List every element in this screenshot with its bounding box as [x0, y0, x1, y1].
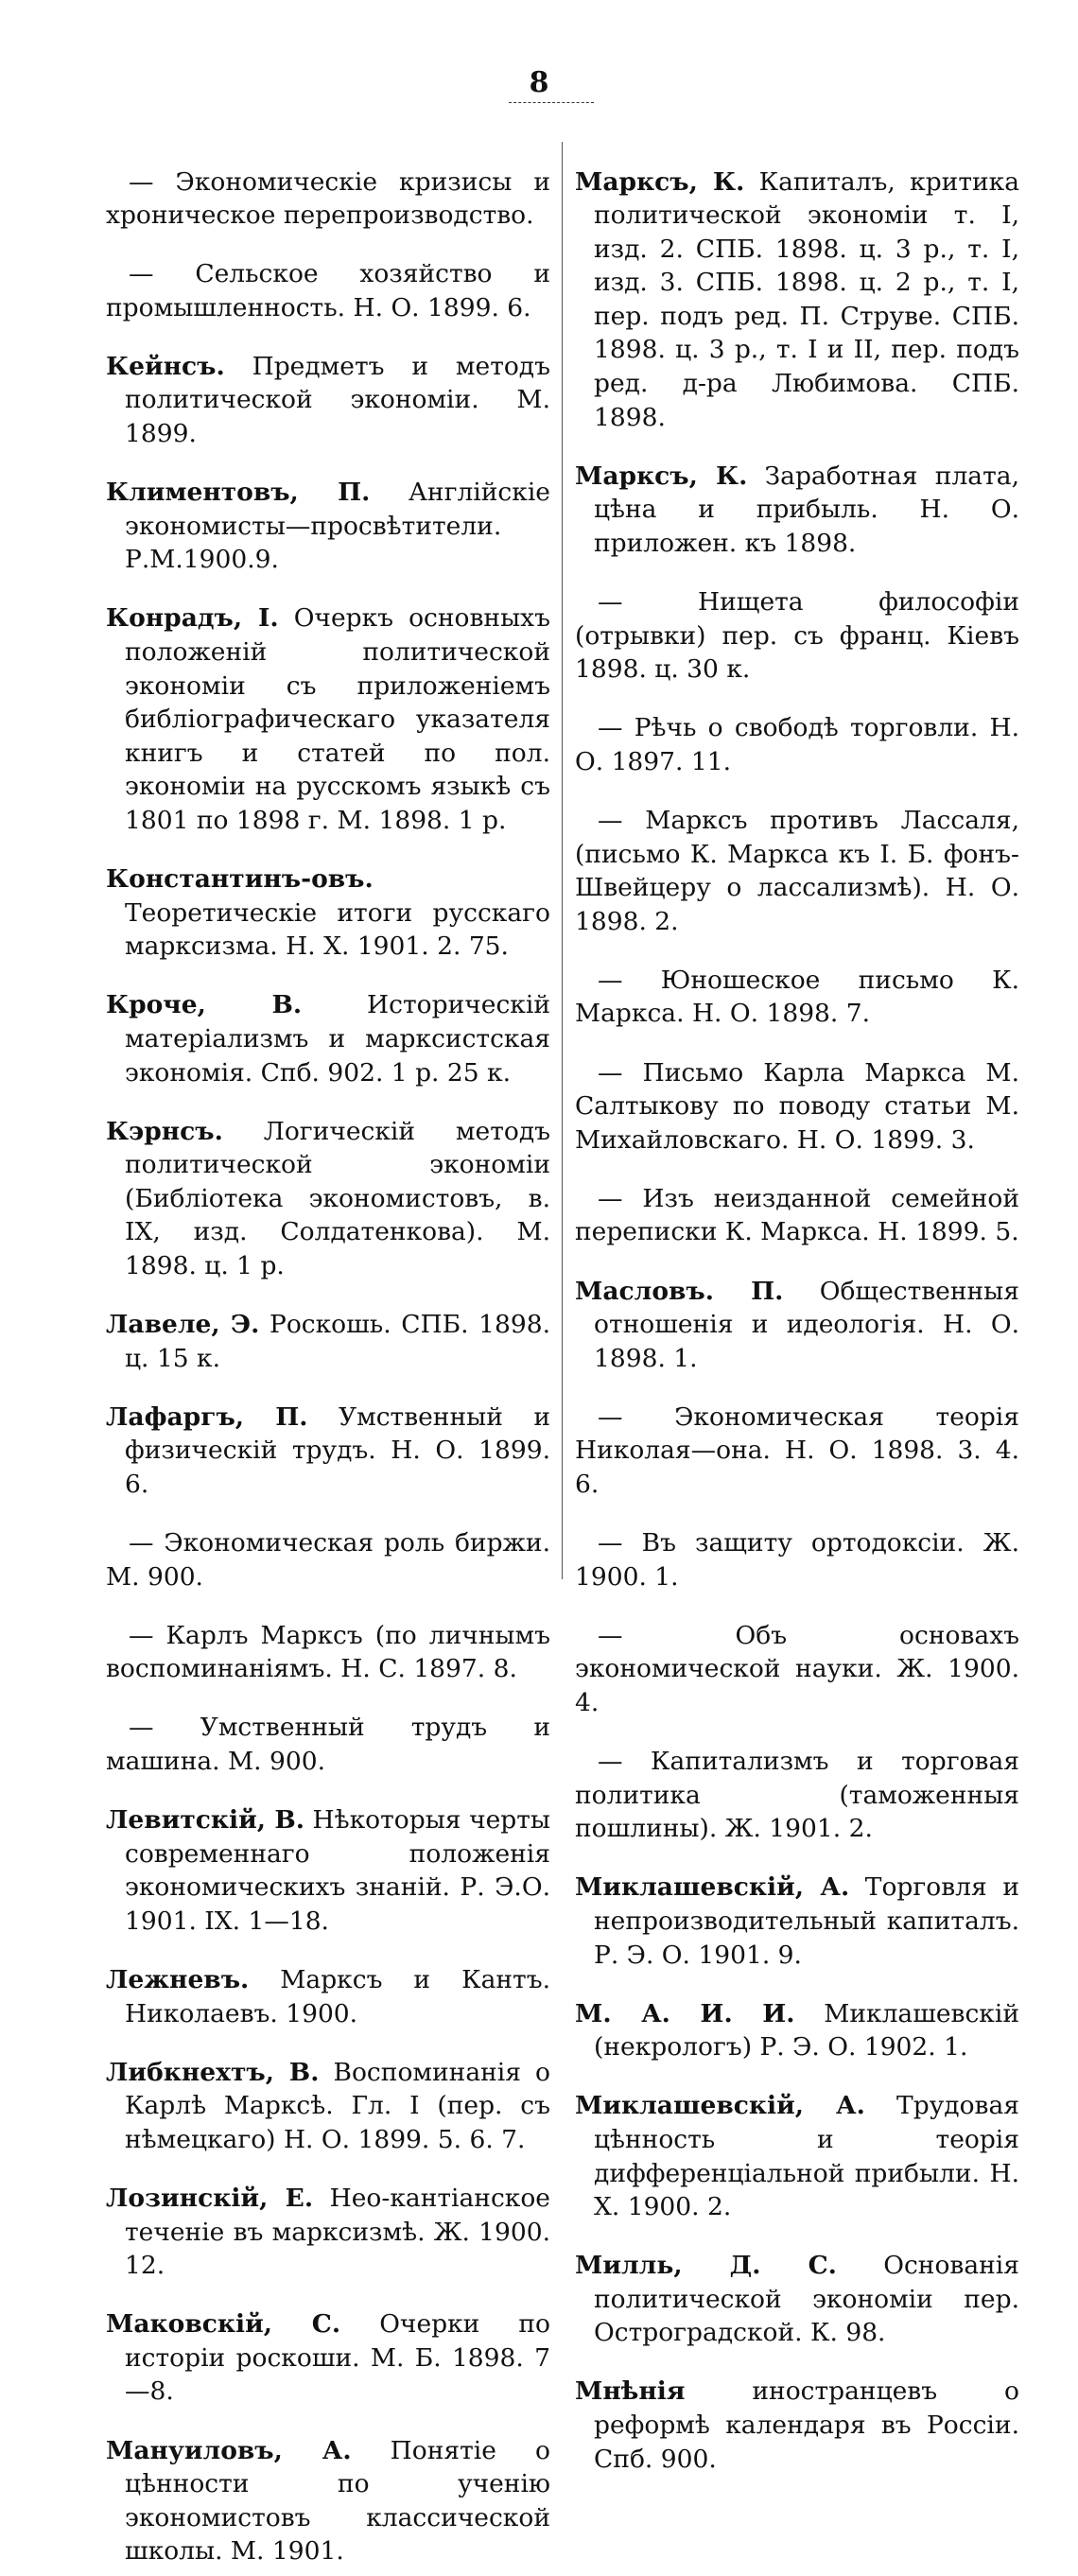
entry-author: Кейнсъ. — [106, 351, 225, 381]
bibliography-entry — [575, 1997, 1019, 2064]
entry-text: — Нищета философiи (отрывки) пер. съ франц. Кiевъ 1898. ц. 30 к. — [575, 587, 1019, 685]
entry-text: Англiйскiе экономисты—просвѣтители. Р.М.1900.9. — [125, 478, 550, 575]
bibliography-entry — [106, 1963, 550, 2030]
entry-text: — Карлъ Марксъ (по личнымъ воспоминанiямъ. Н. С. 1897. 8. — [106, 1620, 550, 1684]
entry-text: Понятiе о цѣнности по ученiю экономистовъ классической школы. М. 1901. — [125, 2435, 550, 2567]
entry-text: Миклашевскiй (некрологъ) Р. Э. О. 1902. 1. — [594, 1998, 1020, 2063]
entry-text: Теоретическiе итоги русскаго марксизма. Н. Х. 1901. 2. 75. — [125, 897, 550, 962]
entry-author: Левитскiй, В. — [106, 1805, 304, 1836]
entry-author: Марксъ, К. — [575, 166, 745, 197]
entry-text: Трудовая цѣнность и теорiя дифференцiальной прибыли. Н. Х. 1900. 2. — [594, 2091, 1019, 2222]
entry-text: Торговля и непроизводительный капиталъ. Р. Э. О. 1901. 9. — [594, 1872, 1019, 1970]
entry-author: Марксъ, К. — [575, 461, 748, 491]
entry-author: Лафаргъ, П. — [106, 1401, 308, 1432]
bibliography-entry — [106, 1711, 550, 1778]
bibliography-entry — [106, 2434, 550, 2568]
entry-text: — Въ защиту ортодоксiи. Ж. 1900. 1. — [575, 1528, 1019, 1592]
entry-text: Историческiй матерiализмъ и марксистская экономiя. Спб. 902. 1 р. 25 к. — [125, 990, 550, 1088]
bibliography-entry — [106, 1526, 550, 1593]
column-divider — [562, 142, 563, 1579]
header-rule — [509, 102, 594, 103]
entry-text: Умственный и физическiй трудъ. Н. О. 1899. 6. — [125, 1401, 550, 1499]
left-column — [106, 140, 550, 2576]
bibliography-entry — [575, 711, 1019, 778]
bibliography-entry — [575, 1056, 1019, 1157]
entry-text: — Юношеское письмо К. Маркса. Н. О. 1898. 7. — [575, 965, 1019, 1029]
entry-author: Конрадъ, I. — [106, 603, 279, 634]
page-number: 8 — [529, 66, 549, 99]
entry-author: Лежневъ. — [106, 1965, 250, 1995]
entry-text: Предметъ и методъ политической экономiи. М. 1899. — [125, 351, 550, 449]
entry-author: Климентовъ, П. — [106, 478, 371, 508]
entry-author: Маковскiй, С. — [106, 2309, 341, 2340]
entry-text: Основанiя политической экономiи пер. Остроградской. К. 98. — [594, 2251, 1019, 2348]
bibliography-entry — [575, 1401, 1019, 1502]
entry-text: Заработная плата, цѣна и прибыль. Н. О. приложен. къ 1898. — [594, 461, 1019, 558]
entry-author: Кэрнсъ. — [106, 1116, 223, 1146]
entry-text: — Объ основахъ экономической науки. Ж. 1900. 4. — [575, 1620, 1019, 1717]
bibliography-entry — [575, 1275, 1019, 1376]
entry-text: Общественныя отношенiя и идеологiя. Н. О. 1898. 1. — [594, 1276, 1019, 1373]
bibliography-entry — [575, 460, 1019, 561]
entry-text: — Письмо Карла Маркса М. Салтыкову по поводу статьи М. Михайловскаго. Н. О. 1899. 3. — [575, 1057, 1019, 1155]
entry-author: Крочe, В. — [106, 990, 303, 1020]
bibliography-entry — [106, 350, 550, 451]
entry-text: Воспоминанiя о Карлѣ Марксѣ. Гл. I (пер. съ нѣмецкаго) Н. О. 1899. 5. 6. 7. — [125, 2057, 551, 2154]
entry-text: — Изъ неизданной семейной переписки К. Маркса. Н. 1899. 5. — [575, 1183, 1019, 1247]
bibliography-entry — [575, 2375, 1019, 2476]
entry-author: Миклашевскiй, А. — [575, 1872, 850, 1903]
bibliography-entry — [575, 1619, 1019, 1720]
bibliography-entry — [106, 601, 550, 837]
entry-author: Масловъ. П. — [575, 1276, 784, 1306]
bibliography-entry — [106, 257, 550, 324]
entry-author: Мнѣнiя — [575, 2376, 686, 2407]
entry-text: — Марксъ противъ Лассаля, (письмо К. Маркса къ I. Б. фонъ-Швейцеру о лассализмѣ). Н. О. 1898. 2. — [575, 806, 1019, 936]
entry-text: — Капитализмъ и торговая политика (таможенныя пошлины). Ж. 1901. 2. — [575, 1747, 1019, 1844]
entry-text: Роскошь. СПБ. 1898. ц. 15 к. — [125, 1310, 550, 1373]
entry-text: Нѣкоторыя черты современнаго положенiя экономическихъ знанiй. Р. Э.О. 1901. IX. 1—18. — [125, 1805, 550, 1936]
bibliography-entry — [575, 964, 1019, 1031]
bibliography-entry — [575, 585, 1019, 687]
bibliography-entry — [575, 165, 1019, 435]
bibliography-entry — [106, 862, 550, 964]
entry-author: Милль, Д. С. — [575, 2251, 837, 2281]
bibliography-entry — [106, 1308, 550, 1375]
entry-text: — Экономическiе кризисы и хроническое перепроизводство. — [106, 166, 550, 231]
entry-text: — Умственный трудъ и машина. М. 900. — [106, 1713, 550, 1777]
entry-author: Либкнехтъ, В. — [106, 2057, 320, 2087]
bibliography-entry — [575, 1745, 1019, 1846]
entry-author: М. А. И. И. — [575, 1998, 795, 2028]
entry-text: Логическiй методъ политической экономiи (Библiотека экономистовъ, в. IX, изд. Солдатенкова). М. 1898. ц. 1 р. — [125, 1116, 550, 1281]
entry-author: Лавеле, Э. — [106, 1310, 260, 1340]
bibliography-entry — [106, 1401, 550, 1502]
bibliography-entry — [106, 2056, 550, 2157]
bibliography-entry — [106, 2182, 550, 2283]
entry-text: — Экономическая роль биржи. М. 900. — [106, 1528, 550, 1592]
entry-text: Нео-кантiанское теченiе въ марксизмѣ. Ж. 1900. 12. — [125, 2184, 550, 2281]
bibliography-entry — [575, 1871, 1019, 1972]
bibliography-entry — [575, 1182, 1019, 1249]
entry-text: Марксъ и Кантъ. Николаевъ. 1900. — [125, 1965, 550, 2028]
bibliography-entry — [575, 2089, 1019, 2223]
bibliography-entry — [106, 988, 550, 1089]
bibliography-entry — [575, 804, 1019, 938]
entry-author: Миклашевскiй, А. — [575, 2091, 865, 2121]
entry-author: Лозинскiй, Е. — [106, 2184, 314, 2213]
bibliography-entry — [106, 1803, 550, 1938]
entry-text: Очерки по исторiи роскоши. М. Б. 1898. 7—8. — [125, 2309, 550, 2407]
entry-text: Капиталъ, критика политической экономiи т. I, изд. 2. СПБ. 1898. ц. 3 р., т. I, изд. 3. СПБ. 1898. ц. 2 р., т. I, пер. подъ ред. П. Струве. СПБ. 1898. ц. 3 р., т. I и II, пер. подъ ред. д-ра Любимова. СПБ. 1898. — [594, 166, 1020, 432]
bibliography-entry — [106, 2307, 550, 2409]
entry-text: Очеркъ основныхъ положенiй политической экономiи съ приложенiемъ библiографическаго указателя книгъ и статей по пол. экономiи на русскомъ языкѣ съ 1801 по 1898 г. М. 1898. 1 р. — [125, 603, 550, 835]
bibliography-entry — [106, 1619, 550, 1686]
entry-text: — Рѣчь о свободѣ торговли. Н. О. 1897. 11. — [575, 713, 1019, 776]
entry-text: — Экономическая теорiя Николая—она. Н. О. 1898. 3. 4. 6. — [575, 1401, 1019, 1499]
entry-text: — Сельское хозяйство и промышленность. Н. О. 1899. 6. — [106, 259, 550, 322]
bibliography-entry — [106, 476, 550, 577]
entry-author: Мануиловъ, А. — [106, 2435, 352, 2465]
bibliography-entry — [575, 1526, 1019, 1593]
bibliography-entry — [575, 2249, 1019, 2350]
entry-text: иностранцевъ о реформѣ календаря въ Россiи. Спб. 900. — [594, 2376, 1019, 2474]
entry-author: Константинъ-овъ. — [106, 864, 374, 895]
bibliography-entry — [106, 1115, 550, 1283]
right-column — [575, 140, 1019, 2483]
bibliography-entry — [106, 165, 550, 233]
